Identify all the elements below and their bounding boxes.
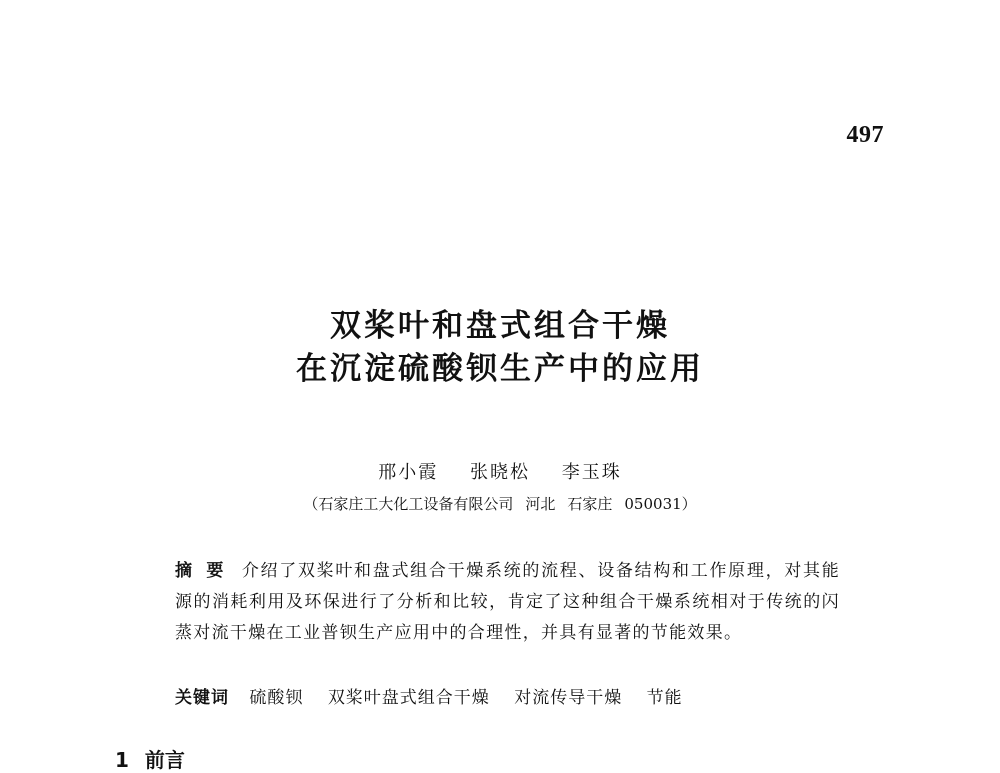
abstract-text: 介绍了双桨叶和盘式组合干燥系统的流程、设备结构和工作原理，对其能源的消耗利用及环保进行了分析和比较，肯定了这种组合干燥系统相对于传统的闪蒸对流干燥在工业普钡生产应用中的合理性，并具有显著的节能效果。	[175, 561, 840, 643]
page-number: 497	[846, 122, 884, 148]
affiliation-org: 石家庄工大化工设备有限公司	[318, 495, 514, 513]
author-list	[0, 458, 1000, 484]
affiliation-open-paren: （	[303, 495, 319, 513]
abstract	[175, 556, 840, 649]
author-1: 邢小霞	[378, 462, 439, 483]
affiliation-province: 河北	[525, 495, 556, 513]
author-2: 张晓松	[470, 462, 530, 483]
affiliation-city: 石家庄	[567, 495, 613, 513]
keywords-label: 关键词	[175, 688, 229, 708]
affiliation-close-paren: ）	[681, 495, 697, 513]
keyword-2: 双桨叶盘式组合干燥	[327, 688, 490, 708]
affiliation-postcode: 050031	[624, 495, 682, 513]
author-3: 李玉珠	[561, 462, 622, 483]
section-number: 1	[115, 748, 129, 772]
abstract-label: 摘要	[175, 561, 238, 581]
section-title: 前言	[144, 748, 185, 772]
paper-title-line-2: 在沉淀硫酸钡生产中的应用	[296, 351, 704, 387]
paper-title-line-1: 双桨叶和盘式组合干燥	[330, 308, 670, 344]
affiliation	[0, 493, 1000, 514]
keyword-3: 对流传导干燥	[514, 688, 623, 708]
keyword-1: 硫酸钡	[249, 688, 304, 708]
keyword-4: 节能	[646, 688, 683, 708]
section-heading	[115, 744, 185, 773]
keywords	[175, 683, 701, 708]
